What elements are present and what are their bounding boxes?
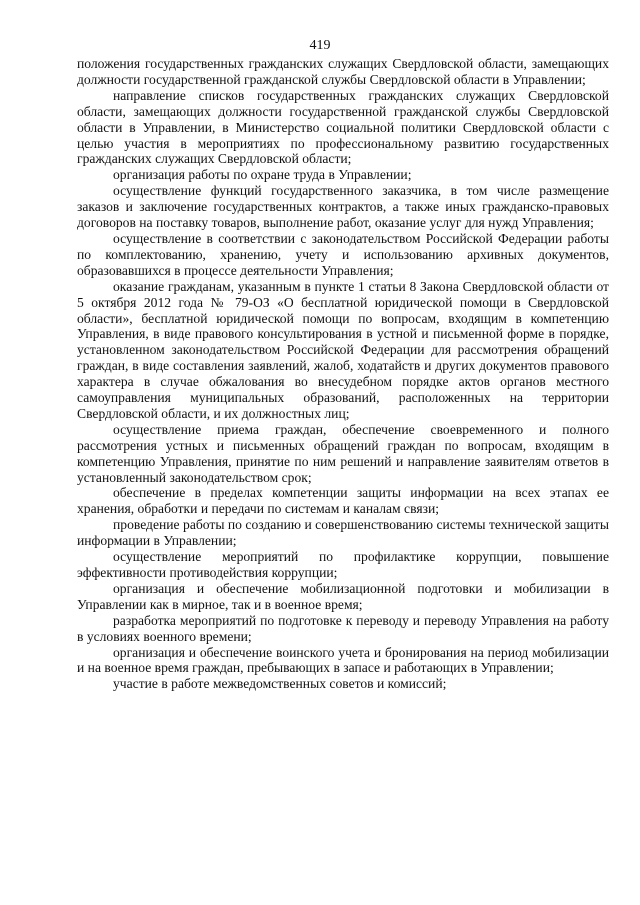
paragraph: осуществление функций государственного заказчика, в том числе размещение заказов и заключение государственных контрактов, а также иных гражданско-правовых договоров на поставку товаров, выполнение работ, оказание услуг для нужд Управления; [77,183,609,231]
paragraph: направление списков государственных гражданских служащих Свердловской области, замещающих должности государственной гражданской службы Свердловской области в Управлении, в Министерство социальной политики Свердловской области с целью участия в мероприятиях по профессиональному развитию государственных гражданских служащих Свердловской области; [77,87,609,167]
paragraph: осуществление приема граждан, обеспечение своевременного и полного рассмотрения устных и письменных обращений граждан по вопросам, входящим в компетенцию Управления, принятие по ним решений и направление заявителям ответов в установленный законодательством срок; [77,421,609,485]
paragraph: положения государственных гражданских служащих Свердловской области, замещающих должности государственной гражданской службы Свердловской области в Управлении; [77,56,609,87]
paragraph: участие в работе межведомственных советов и комиссий; [113,676,447,692]
paragraph: проведение работы по созданию и совершенствованию системы технической защиты информации в Управлении; [77,517,609,549]
document-body [77,56,609,692]
paragraph: оказание гражданам, указанным в пункте 1 статьи 8 Закона Свердловской области от 5 октября 2012 года № 79-ОЗ «О бесплатной юридической помощи в Свердловской области», бесплатной юридической помощи по вопросам, входящим в компетенцию Управления, в виде правового консультирования в устной и письменной форме в порядке, установленном законодательством Российской Федерации для рассмотрения обращений граждан, в виде составления заявлений, жалоб, ходатайств и других документов правового характера в случае обжалования во внесудебном порядке актов органов местного самоуправления муниципальных образований, расположенных на территории Свердловской области, и их должностных лиц; [77,278,609,421]
paragraph: осуществление в соответствии с законодательством Российской Федерации работы по комплектованию, хранению, учету и использованию архивных документов, образовавшихся в процессе деятельности Управления; [77,230,609,278]
page-number: 419 [309,38,331,53]
paragraph: разработка мероприятий по подготовке к переводу и переводу Управления на работу в условиях военного времени; [77,612,609,644]
paragraph: обеспечение в пределах компетенции защиты информации на всех этапах ее хранения, обработки и передачи по системам и каналам связи; [77,485,609,517]
paragraph: организация и обеспечение воинского учета и бронирования на период мобилизации и на военное время граждан, пребывающих в запасе и работающих в Управлении; [77,644,609,676]
paragraph: осуществление мероприятий по профилактике коррупции, повышение эффективности противодействия коррупции; [77,549,609,580]
paragraph: организация работы по охране труда в Управлении; [113,167,412,183]
paragraph: организация и обеспечение мобилизационной подготовки и мобилизации в Управлении как в мирное, так и в военное время; [77,580,609,612]
